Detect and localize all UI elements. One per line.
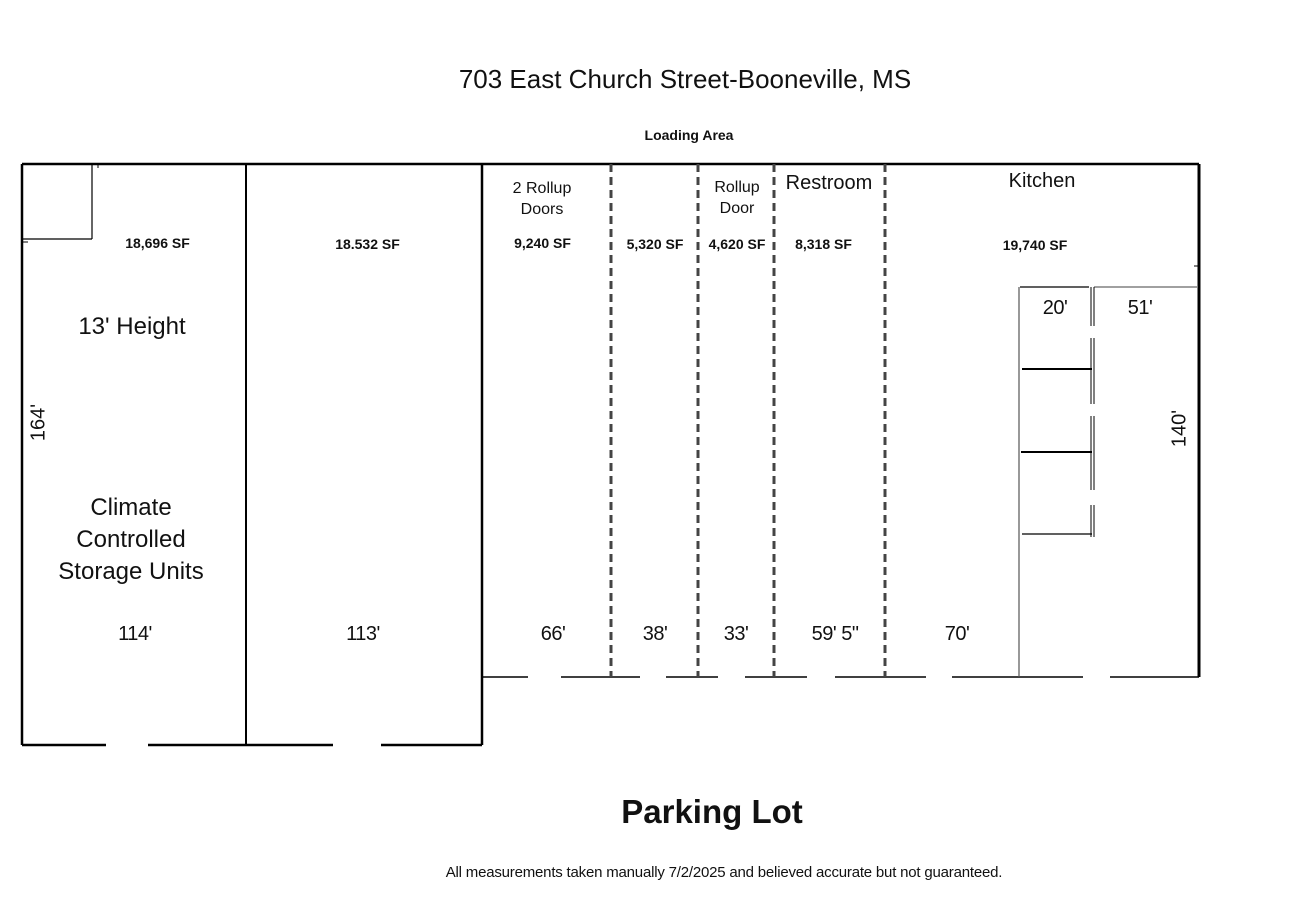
section-7-sub-dim-2: 51' xyxy=(1127,297,1153,319)
section-6-area: 8,318 SF xyxy=(795,236,852,252)
section-7-depth: 140' xyxy=(1168,409,1191,448)
section-5-note: Rollup Door xyxy=(714,179,760,217)
section-7-area: 19,740 SF xyxy=(1002,237,1068,253)
section-3-width: 66' xyxy=(540,623,566,645)
section-7-width: 70' xyxy=(944,623,970,645)
section-1-description: Climate Controlled Storage Units xyxy=(58,494,204,585)
page-title: 703 East Church Street-Booneville, MS xyxy=(458,64,912,94)
section-5-width: 33' xyxy=(723,623,749,645)
section-2-width: 113' xyxy=(346,623,380,645)
section-7-note: Kitchen xyxy=(1008,170,1076,192)
section-6-note: Restroom xyxy=(785,172,873,194)
section-1-height-note: 13' Height xyxy=(78,313,186,340)
parking-lot-label: Parking Lot xyxy=(621,793,803,830)
section-4-width: 38' xyxy=(642,623,668,645)
section-7-sub-dim-1: 20' xyxy=(1042,297,1068,319)
measurement-disclaimer: All measurements taken manually 7/2/2025 and believed accurate but not guaranteed. xyxy=(445,864,1003,881)
section-1-area: 18,696 SF xyxy=(125,235,190,251)
section-2-area: 18.532 SF xyxy=(335,236,400,252)
section-3-area: 9,240 SF xyxy=(514,235,571,251)
loading-area-label: Loading Area xyxy=(644,127,734,143)
section-1-width: 114' xyxy=(118,623,152,645)
section-1-depth: 164' xyxy=(27,403,50,442)
section-6-width: 59' 5" xyxy=(811,623,859,645)
section-4-area: 5,320 SF xyxy=(626,236,684,252)
section-3-note: 2 Rollup Doors xyxy=(512,180,572,218)
section-5-area: 4,620 SF xyxy=(708,236,766,252)
